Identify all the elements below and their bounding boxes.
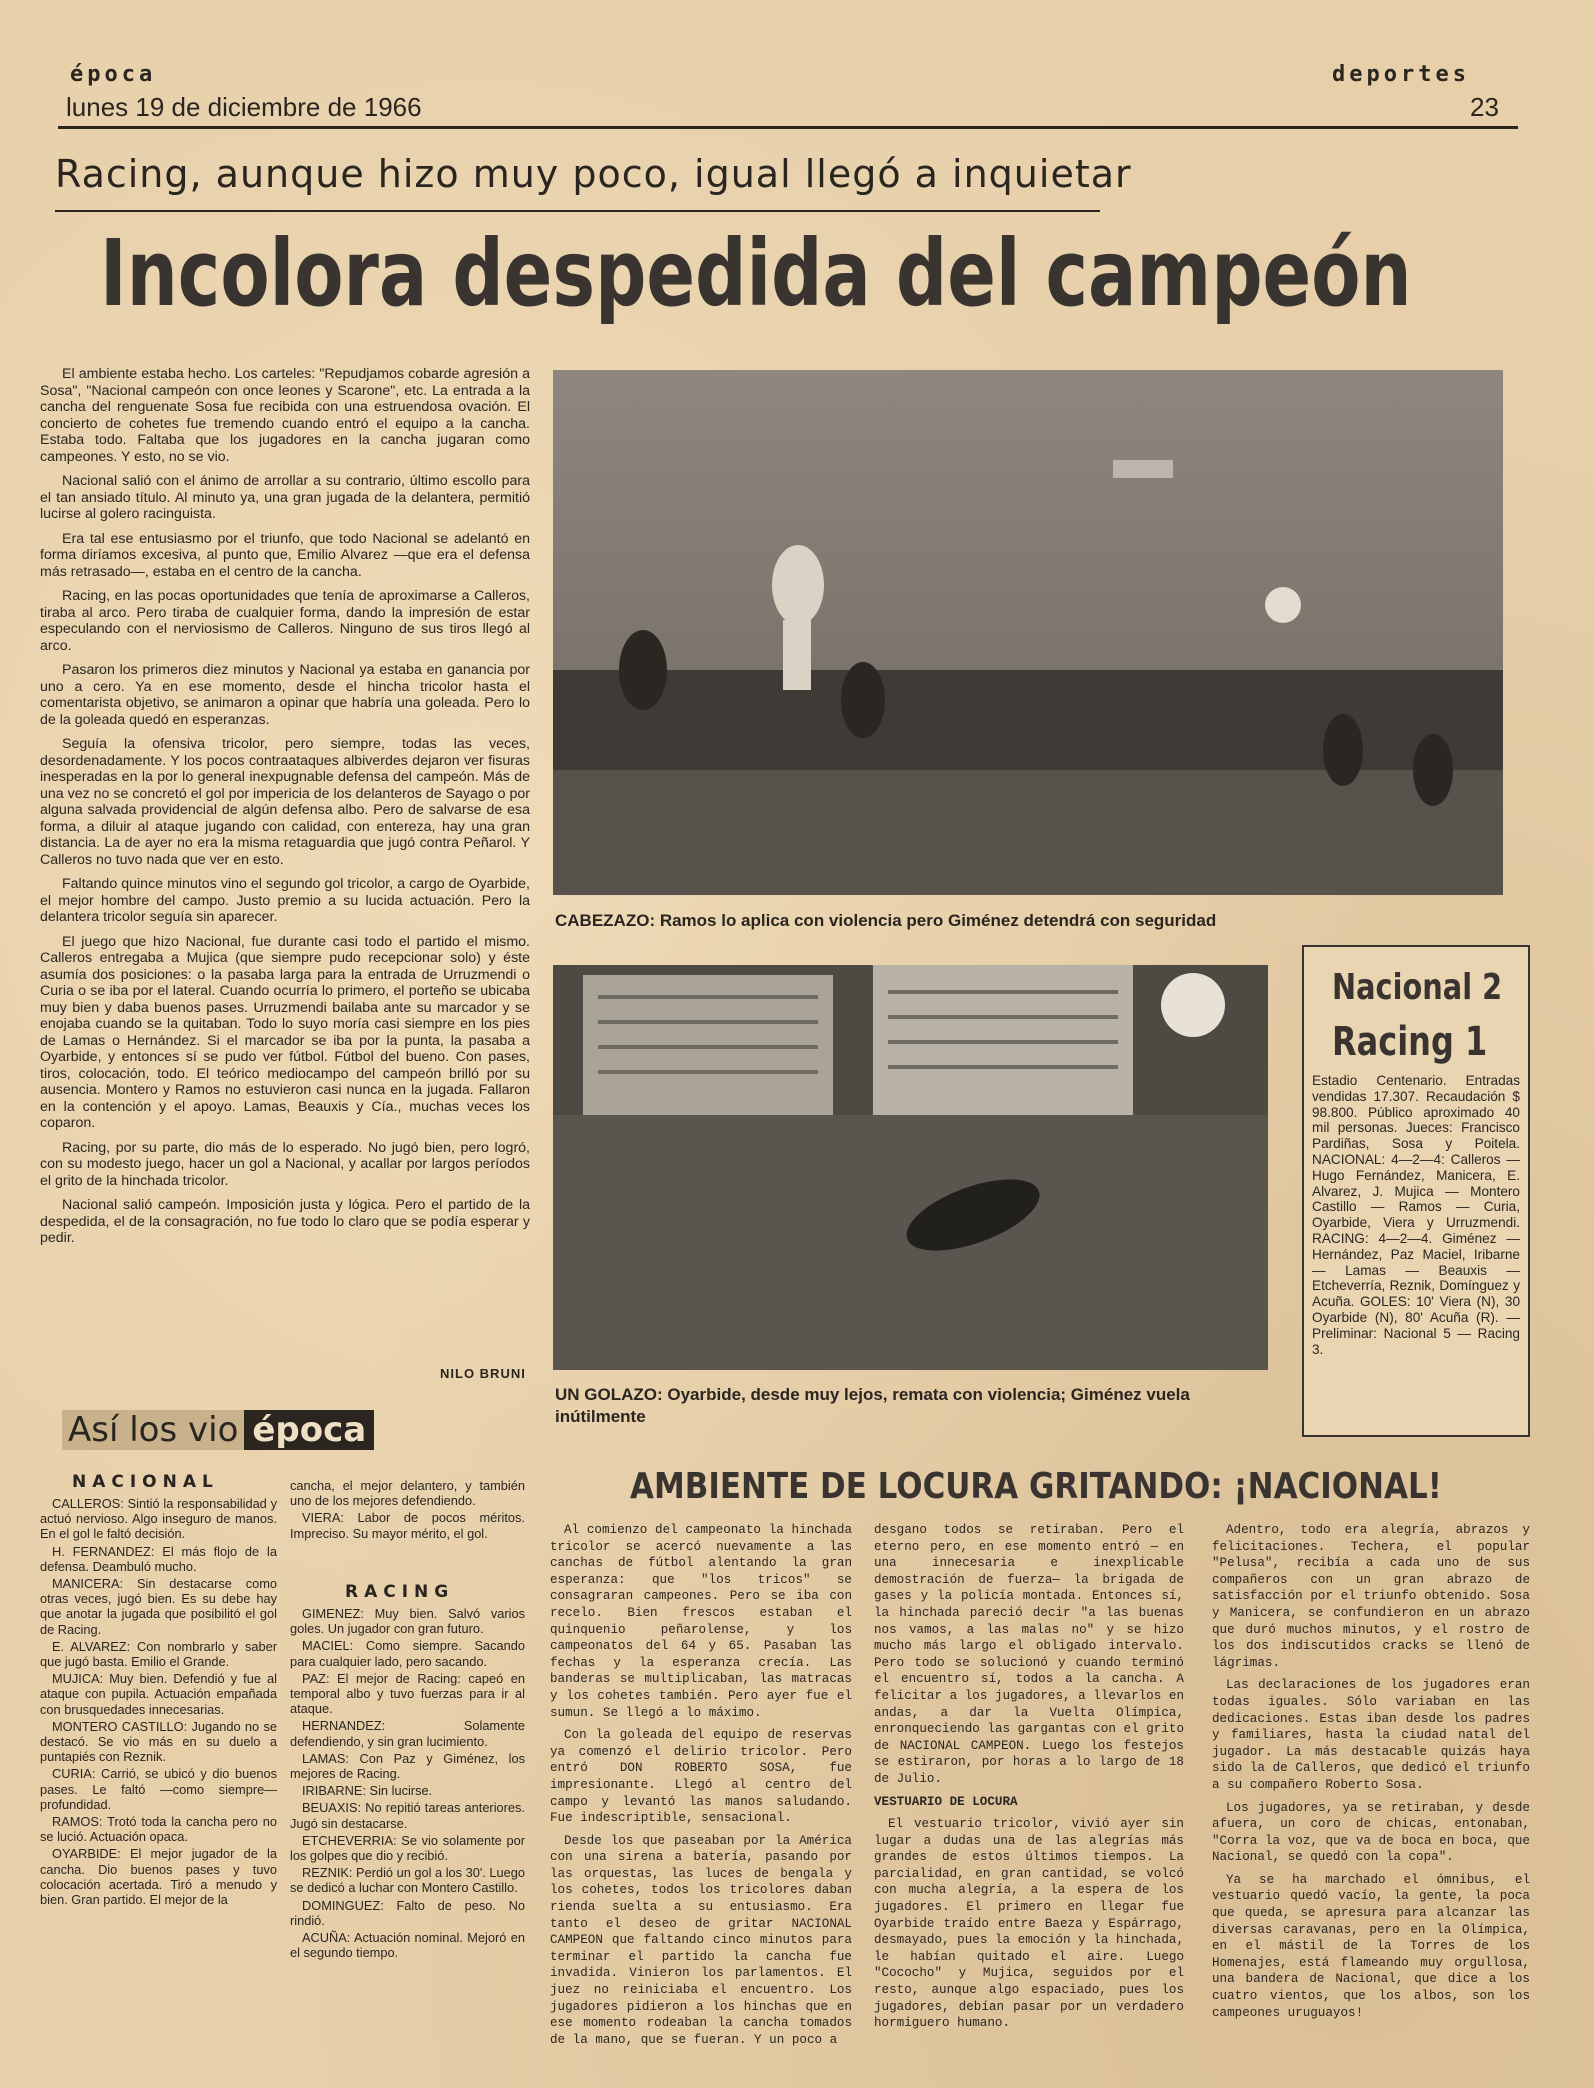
ambiente-column-2 [874,1522,1184,2072]
main-article [40,366,530,1366]
racing-ratings-title: RACING [345,1582,455,1602]
photo-goal-image [553,965,1268,1370]
byline: NILO BRUNI [440,1366,526,1381]
asi-header-brand: época [244,1410,374,1450]
ambiente-column-3 [1212,1522,1530,2072]
article-paragraph: Seguía la ofensiva tricolor, pero siempre, todas las veces, desordenadamente. Y los pocos contraataques albiverdes dejaron ver fisuras inesperadas en la por lo general inexpugnable defensa del campeón. Más de una vez no se concretó el gol por impericia de los delanteros de Sayago o por alguna salvada providencial de algún defensa albo. Pero de salvarse de esa forma, a diluir al ataque jugando con calidad, con entereza, hay una gran distancia. La de ayer no era la misma retaguardia que jugó contra Peñarol. Y Calleros no tuvo nada que ver en esto. [40,736,530,868]
ambiente-paragraph: Al comienzo del campeonato la hinchada tricolor se acercó nuevamente a las canchas de fútbol alentando la gran esperanza: que "los tricos" se consagraran campeones. Pero se iba con recelo. Bien frescos estaban el quinquenio peñarolense, y los campeonatos del 64 y 65. Pasaban las fechas y la esperanza crecía. Las banderas se multiplicaban, las matracas y los cohetes también. Pero ayer fue el sumun. Se llegó a lo máximo. [550,1523,852,1720]
ambiente-paragraph: El vestuario tricolor, vivió ayer sin lugar a dudas una de las alegrías más grandes de estos últimos tiempos. La parcialidad, en gran cantidad, se volcó con mucha alegría, a la espera de los jugadores. El primero en llegar fue Oyarbide traído entre Baeza y Espárrago, desmayado, pues la emoción y la hinchada, le habían quitado el aire. Luego "Cococho" y Mujica, seguidos por el resto, aunque algo espaciado, pues los jugadores, debían pasar por un verdadero hormiguero humano. [874,1817,1184,2031]
player-rating: RAMOS: Trotó toda la cancha pero no se lució. Actuación opaca. [40,1814,277,1845]
ambiente-paragraph: desgano todos se retiraban. Pero el eterno pero, en ese momento entró — en una innecesaria e inexplicable demostración de fuerza— la brigada de gases y la policía montada. Entonces sí, la hinchada pareció decir "a las buenas nos vamos, a las malas no" y se hizo mucho más largo el obligado intervalo. Pero todo se solucionó y cuando terminó el encuentro sí, todos a la cancha. A felicitar a los jugadores, a llevarlos en andas, a dar la Vuelta Olímpica, enronqueciendo las gargantas con el grito de NACIONAL CAMPEON. Luego los festejos se estiraron, por horas a lo largo de 18 de Julio. [874,1523,1184,1786]
article-paragraph: Nacional salió con el ánimo de arrollar a su contrario, último escollo para el tan ansiado título. Al minuto ya, una gran jugada de la delantera, permitió lucirse al golero racinguista. [40,473,530,522]
ambiente-column-1 [550,1522,852,2072]
ambiente-paragraph: Con la goleada del equipo de reservas ya comenzó el delirio tricolor. Pero entró DON ROBERTO SOSA, fue impresionante. Llegó al centro del campo y levantó las manos saludando. Fue indescriptible, sensacional. [550,1728,852,1826]
nacional-ratings [40,1496,277,2066]
headline: Incolora despedida del campeón [100,220,1412,327]
article-paragraph: Nacional salió campeón. Imposición justa y lógica. Pero el partido de la despedida, el de la consagración, no fue todo lo claro que se podía esperar y pedir. [40,1197,530,1246]
score-box [1302,945,1530,1437]
article-paragraph: El juego que hizo Nacional, fue durante casi todo el partido el mismo. Calleros entregaba a Mujica (que siempre pudo recepcionar solo) y éste asumía dos posiciones: o la pasaba larga para la entrada de Urruzmendi o Curia o se iba por el lateral. Cuando ocurría lo primero, el porteño se ubicaba muy bien y daba buenos pases. Urruzmendi bailaba ante su marcador y se enojaba cuando se la quitaban. Todo lo suyo moría casi siempre en los pies de Lamas o Hernández. Si el marcador se iba por la punta, la pasaba a Oyarbide, y entonces sí se pudo ver fútbol. Fútbol del bueno. Con pases, tiros, colocación, todo. El teórico mediocampo del campeón brilló por su ausencia. Montero y Ramos no estuvieron casi nunca en la jugada. Fallaron en la contención y el apoyo. Lamas, Beauxis y Cía., muchas veces los coparon. [40,933,530,1131]
article-paragraph: Racing, en las pocas oportunidades que tenía de aproximarse a Calleros, tiraba al arco. Pero tiraba de cualquier forma, dando la impresión de estar especulando con el nerviosismo de Calleros. Ninguno de sus tiros llegó al arco. [40,588,530,654]
nacional-ratings-continued [290,1478,525,1590]
article-paragraph: Pasaron los primeros diez minutos y Nacional ya estaba en ganancia por uno a cero. Ya en ese momento, desde el hincha tricolor hasta el comentarista objetivo, se animaron a opinar que habría una goleada. Pero lo de la goleada quedó en esperanzas. [40,662,530,728]
ambiente-paragraph: Desde los que paseaban por la América con una sirena a batería, pasando por las orquestas, las luces de bengala y los cohetes, todos los tricolores daban rienda suelta a su entusiasmo. Era tanto el deseo de gritar NACIONAL CAMPEON que faltando cinco minutos para terminar el partido la cancha fue invadida. Vinieron los parlamentos. El juez no reiniciaba el encuentro. Los jugadores pidieron a los hinchas que en ese momento rodeaban la cancha tomados de la mano, que se fueran. Y un poco a [550,1833,852,2047]
player-rating: H. FERNANDEZ: El más flojo de la defensa. Deambuló mucho. [40,1543,277,1574]
ambiente-headline: AMBIENTE DE LOCURA GRITANDO: ¡NACIONAL! [630,1466,1442,1507]
masthead-date: lunes 19 de diciembre de 1966 [66,92,422,122]
player-rating: MUJICA: Muy bien. Defendió y fue al ataque con pupila. Actuación empañada con brusquedades innecesarias. [40,1671,277,1717]
photo-header-play [553,370,1503,895]
player-rating: MACIEL: Como siempre. Sacando para cualquier lado, pero sacando. [290,1638,525,1669]
asi-header-prefix: Así los vio [62,1410,244,1450]
player-rating: ETCHEVERRIA: Se vio solamente por los golpes que dio y recibió. [290,1832,525,1864]
article-paragraph: Faltando quince minutos vino el segundo gol tricolor, a cargo de Oyarbide, el mejor hombre del campo. Justo premio a su lucida actuación. Pero la delantera tricolor seguía sin aparecer. [40,876,530,925]
player-rating: BEUAXIS: No repitió tareas anteriores. Jugó sin destacarse. [290,1800,525,1831]
player-rating: CURIA: Carrió, se ubicó y dio buenos pases. Le faltó —como siempre— profundidad. [40,1766,277,1812]
masthead-rule [58,126,1518,129]
player-rating: DOMINGUEZ: Falto de peso. No rindió. [290,1897,525,1928]
photo2-caption: UN GOLAZO: Oyarbide, desde muy lejos, remata con violencia; Giménez vuela inútilmente [555,1385,1190,1426]
player-rating: LAMAS: Con Paz y Giménez, los mejores de Racing. [290,1750,525,1782]
masthead-section: deportes [1332,62,1470,87]
photo-header-play-image [553,370,1503,895]
photo-goal [553,965,1268,1370]
player-rating: PAZ: El mejor de Racing: capeó en temporal albo y tuvo fuerzas para ir al ataque. [290,1670,525,1717]
article-paragraph: Era tal ese entusiasmo por el triunfo, que todo Nacional se adelantó en forma diríamos excesiva, al punto que, Emilio Alvarez —que era el defensa más retrasado—, estaba en el centro de la cancha. [40,530,530,580]
player-rating: HERNANDEZ: Solamente defendiendo, y sin gran lucimiento. [290,1718,525,1749]
nacional-ratings-title: NACIONAL [72,1472,219,1492]
player-rating: OYARBIDE: El mejor jugador de la cancha. Dio buenos pases y tuvo colocación acertada. Tiró a menudo y bien. Gran partido. El mejor de la [40,1846,277,1908]
score-racing: Racing 1 [1332,1019,1488,1065]
player-rating: ACUÑA: Actuación nominal. Mejoró en el segundo tiempo. [290,1930,525,1961]
ambiente-paragraph: Adentro, todo era alegría, abrazos y felicitaciones. Techera, el popular "Pelusa", recibía a cada uno de sus compañeros con un gran abrazo de satisfacción por el triunfo obtenido. Sosa y Manicera, se confundieron en un abrazo que duró muchos minutos, y el rostro de los dos indiscutidos cracks se llenó de lágrimas. [1212,1523,1530,1670]
score-details: Estadio Centenario. Entradas vendidas 17.307. Recaudación $ 98.800. Público aproximado 40 mil personas. Jueces: Francisco Pardiñas, Sosa y Poitela. NACIONAL: 4—2—4: Calleros — Hugo Fernández, Manicera, E. Alvarez, J. Mujica — Montero Castillo — Ramos — Curia, Oyarbide, Viera y Urruzmendi. RACING: 4—2—4. Giménez — Hernández, Paz Maciel, Iribarne — Lamas — Beauxis — Etcheverría, Reznik, Domínguez y Acuña. GOLES: 10' Viera (N), 30 Oyarbide (N), 80' Acuña (R). — Preliminar: Nacional 5 — Racing 3. [1312,1073,1520,1357]
player-rating: MANICERA: Sin destacarse como otras veces, jugó bien. Es su debe hay que anotar la jugada que posibilitó el gol de Racing. [40,1576,277,1637]
player-rating: MONTERO CASTILLO: Jugando no se destacó. Se vio más en su duelo a puntapiés con Reznik. [40,1718,277,1765]
player-rating: VIERA: Labor de pocos méritos. Impreciso. Su mayor mérito, el gol. [290,1510,525,1541]
player-rating: IRIBARNE: Sin lucirse. [302,1783,433,1799]
article-paragraph: El ambiente estaba hecho. Los carteles: "Repudjamos cobarde agresión a Sosa", "Nacional campeón con once leones y Scarone", etc. La entrada a la cancha del renguenate Sosa fue recibida con una estruendosa ovación. El concierto de cohetes fue tremendo cuando entró el equipo a la cancha. Estaba todo. Faltaba que los jugadores en la cancha jugaran como campeones. Y esto, no se vio. [40,366,530,465]
photo1-caption: CABEZAZO: Ramos lo aplica con violencia pero Giménez detendrá con seguridad [555,911,1217,930]
article-paragraph: Racing, por su parte, dio más de lo esperado. No jugó bien, pero logró, con su modesto juego, hacer un gol a Nacional, y acallar por largos períodos el grito de la hinchada tricolor. [40,1139,530,1189]
ambiente-subhead: VESTUARIO DE LOCURA [874,1794,1018,1809]
ambiente-paragraph: Las declaraciones de los jugadores eran todas iguales. Sólo variaban en las dedicaciones. Estas iban desde los padres y familiares, hasta la ciudad natal del jugador. La más destacable quizás haya sido la de Calleros, que dedicó el triunfo a su compañero Roberto Sosa. [1212,1678,1530,1792]
score-nacional: Nacional 2 [1332,967,1503,1008]
kicker-rule [55,210,1100,212]
player-rating: CALLEROS: Sintió la responsabilidad y actuó nervioso. Algo inseguro de manos. En el gol le faltó decisión. [40,1496,277,1542]
page-number: 23 [1470,92,1499,122]
ambiente-paragraph: Los jugadores, ya se retiraban, y desde afuera, un coro de chicas, entonaban, "Corra la voz, que va de boca en boca, que Nacional, se quedó con la copa". [1212,1800,1530,1865]
player-rating: cancha, el mejor delantero, y también uno de los mejores defendiendo. [290,1478,525,1509]
player-rating: E. ALVAREZ: Con nombrarlo y saber que jugó basta. Emilio el Grande. [40,1638,277,1670]
asi-header [62,1410,374,1450]
player-rating: REZNIK: Perdió un gol a los 30'. Luego se dedicó a luchar con Montero Castillo. [290,1865,525,1896]
ambiente-paragraph: Ya se ha marchado el ómnibus, el vestuario quedó vacío, la gente, la poca que queda, se apresura para alcanzar las diversas caravanas, pero en la Olímpica, en el mástil de la Torres de los Homenajes, está flameando muy orgullosa, una bandera de Nacional, que dice a los cuatro vientos, que los albos, son los campeones uruguayos! [1212,1872,1530,2020]
player-rating: GIMENEZ: Muy bien. Salvó varios goles. Un jugador con gran futuro. [290,1606,525,1637]
kicker: Racing, aunque hizo muy poco, igual llegó a inquietar [55,152,1132,196]
racing-ratings [290,1606,525,2076]
masthead-brand: época [70,62,157,87]
